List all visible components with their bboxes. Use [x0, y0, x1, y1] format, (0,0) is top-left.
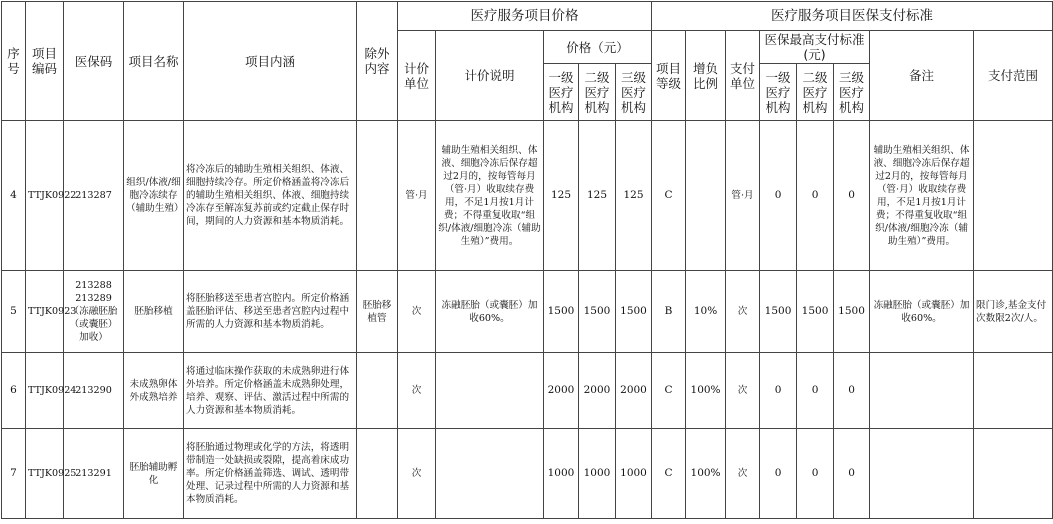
cell-connotation: 将冷冻后的辅助生殖相关组织、体液、细胞持续冷存。所定价格涵盖将冷冻后的辅助生殖相关组织、体液、细胞持续冷冻存至解冻复苏前或约定截止保存时间，期间的人力资源和基本物质消耗。 — [184, 121, 357, 271]
cell-price-level3: 125 — [616, 121, 652, 271]
cell-pay-level3: 1500 — [834, 271, 870, 353]
header-connotation: 项目内涵 — [184, 2, 357, 121]
cell-item-name: 未成熟卵体外成熟培养 — [124, 353, 184, 429]
cell-item-name: 胚胎移植 — [124, 271, 184, 353]
cell-pay-level2: 0 — [797, 121, 834, 271]
cell-price-level2: 125 — [579, 121, 616, 271]
cell-item-code: TTJK0924 — [26, 353, 64, 429]
cell-pay-scope — [974, 429, 1053, 519]
header-self-pay-ratio: 增负比例 — [686, 31, 726, 121]
cell-price-level1: 1000 — [544, 429, 579, 519]
cell-unit: 次 — [398, 271, 436, 353]
cell-seq: 6 — [2, 353, 26, 429]
header-item-code: 项目编码 — [26, 2, 64, 121]
cell-pay-scope — [974, 353, 1053, 429]
cell-price-note — [436, 353, 544, 429]
cell-pay-level3: 0 — [834, 353, 870, 429]
cell-pay-level1: 0 — [760, 429, 797, 519]
cell-self-pay-ratio — [686, 121, 726, 271]
cell-remark — [870, 353, 974, 429]
cell-pay-scope: 限门诊,基金支付次数限2次/人。 — [974, 271, 1053, 353]
header-medins-code: 医保码 — [64, 2, 124, 121]
header-price-group: 医疗服务项目价格 — [398, 2, 652, 31]
cell-item-grade: B — [652, 271, 686, 353]
cell-pay-level1: 0 — [760, 121, 797, 271]
cell-remark: 冻融胚胎（或囊胚）加收60%。 — [870, 271, 974, 353]
header-price-level1: 一级医疗机构 — [544, 64, 579, 121]
header-price-yuan: 价格（元） — [544, 31, 652, 64]
cell-price-level3: 1500 — [616, 271, 652, 353]
cell-item-code: TTJK0925 — [26, 429, 64, 519]
cell-pay-unit: 管·月 — [726, 121, 760, 271]
cell-item-grade: C — [652, 121, 686, 271]
cell-self-pay-ratio: 100% — [686, 429, 726, 519]
cell-pay-unit: 次 — [726, 429, 760, 519]
cell-price-note — [436, 429, 544, 519]
cell-pay-level2: 0 — [797, 353, 834, 429]
header-item-grade: 项目等级 — [652, 31, 686, 121]
cell-seq: 7 — [2, 429, 26, 519]
cell-price-level1: 1500 — [544, 271, 579, 353]
cell-item-name: 组织/体液/细胞冷冻续存（辅助生殖） — [124, 121, 184, 271]
cell-item-grade: C — [652, 353, 686, 429]
cell-pay-unit: 次 — [726, 271, 760, 353]
cell-pay-level1: 1500 — [760, 271, 797, 353]
header-max-pay: 医保最高支付标准(元) — [760, 31, 870, 64]
cell-price-level1: 125 — [544, 121, 579, 271]
cell-price-level1: 2000 — [544, 353, 579, 429]
cell-price-level2: 1000 — [579, 429, 616, 519]
cell-seq: 4 — [2, 121, 26, 271]
pricing-table — [1, 1, 1053, 519]
cell-medins-code: 213291 — [64, 429, 124, 519]
cell-exclusion — [357, 353, 398, 429]
cell-pay-level3: 0 — [834, 121, 870, 271]
table-row — [2, 353, 1053, 429]
cell-price-note: 冻融胚胎（或囊胚）加收60%。 — [436, 271, 544, 353]
cell-remark — [870, 429, 974, 519]
cell-pay-level3: 0 — [834, 429, 870, 519]
cell-connotation: 将胚胎通过物理或化学的方法，将透明带制造一处缺损或裂隙，提高着床成功率。所定价格涵盖筛选、调试、透明带处理、记录过程中所需的人力资源和基本物质消耗。 — [184, 429, 357, 519]
cell-remark: 辅助生殖相关组织、体液、细胞冷冻后保存超过2月的，按每管每月（管·月）收取续存费用，不足1月按1月计费；不得重复收取“组织/体液/细胞冷冻（辅助生殖）”费用。 — [870, 121, 974, 271]
cell-exclusion — [357, 121, 398, 271]
header-price-note: 计价说明 — [436, 31, 544, 121]
cell-connotation: 将通过临床操作获取的未成熟卵进行体外培养。所定价格涵盖未成熟卵处理，培养、观察、评估、激活过程中所需的人力资源和基本物质消耗。 — [184, 353, 357, 429]
cell-exclusion — [357, 429, 398, 519]
table-row — [2, 429, 1053, 519]
cell-connotation: 将胚胎移送至患者宫腔内。所定价格涵盖胚胎评估、移送至患者宫腔内过程中所需的人力资源和基本物质消耗。 — [184, 271, 357, 353]
cell-unit: 次 — [398, 353, 436, 429]
cell-price-level3: 2000 — [616, 353, 652, 429]
header-pay-unit: 支付单位 — [726, 31, 760, 121]
header-pay-scope: 支付范围 — [974, 31, 1053, 121]
cell-self-pay-ratio: 100% — [686, 353, 726, 429]
table-row — [2, 271, 1053, 353]
header-pay-level3: 三级医疗机构 — [834, 64, 870, 121]
cell-pay-level1: 0 — [760, 353, 797, 429]
cell-price-level2: 1500 — [579, 271, 616, 353]
header-price-level3: 三级医疗机构 — [616, 64, 652, 121]
header-seq: 序号 — [2, 2, 26, 121]
cell-item-code: TTJK0922 — [26, 121, 64, 271]
cell-price-level3: 1000 — [616, 429, 652, 519]
cell-item-grade: C — [652, 429, 686, 519]
cell-price-note: 辅助生殖相关组织、体液、细胞冷冻后保存超过2月的，按每管每月（管·月）收取续存费用，不足1月按1月计费；不得重复收取“组织/体液/细胞冷冻（辅助生殖）”费用。 — [436, 121, 544, 271]
cell-medins-code: 213290 — [64, 353, 124, 429]
header-unit: 计价单位 — [398, 31, 436, 121]
header-pay-group: 医疗服务项目医保支付标准 — [652, 2, 1053, 31]
cell-item-name: 胚胎辅助孵化 — [124, 429, 184, 519]
cell-price-level2: 2000 — [579, 353, 616, 429]
cell-pay-unit: 次 — [726, 353, 760, 429]
cell-medins-code: 213287 — [64, 121, 124, 271]
cell-seq: 5 — [2, 271, 26, 353]
cell-unit: 次 — [398, 429, 436, 519]
cell-pay-level2: 1500 — [797, 271, 834, 353]
cell-self-pay-ratio: 10% — [686, 271, 726, 353]
header-exclusion: 除外内容 — [357, 2, 398, 121]
cell-item-code: TTJK0923 — [26, 271, 64, 353]
cell-medins-code: 213288 213289（冻融胚胎（或囊胚）加收） — [64, 271, 124, 353]
header-pay-level1: 一级医疗机构 — [760, 64, 797, 121]
header-price-level2: 二级医疗机构 — [579, 64, 616, 121]
header-pay-level2: 二级医疗机构 — [797, 64, 834, 121]
cell-exclusion: 胚胎移植管 — [357, 271, 398, 353]
cell-unit: 管·月 — [398, 121, 436, 271]
header-item-name: 项目名称 — [124, 2, 184, 121]
table-row — [2, 121, 1053, 271]
header-remark: 备注 — [870, 31, 974, 121]
cell-pay-level2: 0 — [797, 429, 834, 519]
cell-pay-scope — [974, 121, 1053, 271]
